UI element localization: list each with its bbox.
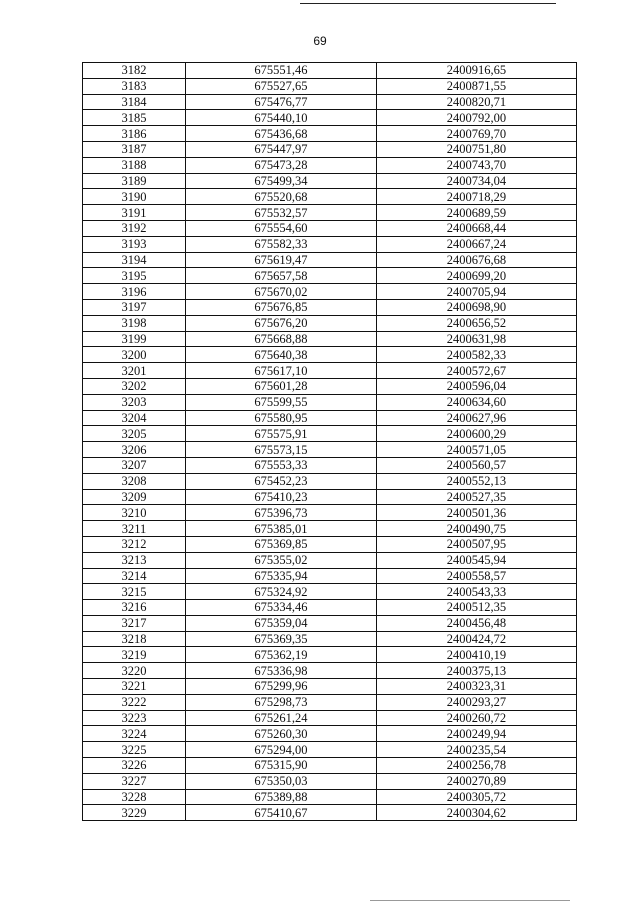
y-coordinate-cell: 2400699,20 [376, 268, 576, 284]
table-row [83, 789, 577, 805]
x-coordinate-cell: 675520,68 [186, 189, 377, 205]
x-coordinate-cell: 675670,02 [186, 284, 377, 300]
x-coordinate-cell: 675473,28 [186, 157, 377, 173]
table-row [83, 457, 577, 473]
x-coordinate-cell: 675260,30 [186, 726, 377, 742]
y-coordinate-cell: 2400256,78 [376, 758, 576, 774]
table-row [83, 679, 577, 695]
x-coordinate-cell: 675355,02 [186, 552, 377, 568]
y-coordinate-cell: 2400668,44 [376, 220, 576, 236]
table-row [83, 126, 577, 142]
point-number-cell: 3203 [83, 394, 186, 410]
y-coordinate-cell: 2400627,96 [376, 410, 576, 426]
x-coordinate-cell: 675396,73 [186, 505, 377, 521]
x-coordinate-cell: 675350,03 [186, 773, 377, 789]
table-row [83, 710, 577, 726]
y-coordinate-cell: 2400571,05 [376, 442, 576, 458]
point-number-cell: 3226 [83, 758, 186, 774]
y-coordinate-cell: 2400820,71 [376, 94, 576, 110]
table-row [83, 726, 577, 742]
table-row [83, 94, 577, 110]
x-coordinate-cell: 675410,67 [186, 805, 377, 821]
point-number-cell: 3218 [83, 631, 186, 647]
y-coordinate-cell: 2400698,90 [376, 299, 576, 315]
table-row [83, 758, 577, 774]
point-number-cell: 3213 [83, 552, 186, 568]
y-coordinate-cell: 2400734,04 [376, 173, 576, 189]
table-row [83, 552, 577, 568]
y-coordinate-cell: 2400689,59 [376, 205, 576, 221]
y-coordinate-cell: 2400916,65 [376, 63, 576, 79]
x-coordinate-cell: 675553,33 [186, 457, 377, 473]
x-coordinate-cell: 675554,60 [186, 220, 377, 236]
point-number-cell: 3215 [83, 584, 186, 600]
x-coordinate-cell: 675476,77 [186, 94, 377, 110]
table-row [83, 742, 577, 758]
y-coordinate-cell: 2400676,68 [376, 252, 576, 268]
table-row [83, 489, 577, 505]
point-number-cell: 3202 [83, 378, 186, 394]
point-number-cell: 3198 [83, 315, 186, 331]
point-number-cell: 3197 [83, 299, 186, 315]
y-coordinate-cell: 2400323,31 [376, 679, 576, 695]
x-coordinate-cell: 675601,28 [186, 378, 377, 394]
point-number-cell: 3182 [83, 63, 186, 79]
y-coordinate-cell: 2400596,04 [376, 378, 576, 394]
table-row [83, 505, 577, 521]
table-row [83, 220, 577, 236]
x-coordinate-cell: 675499,34 [186, 173, 377, 189]
point-number-cell: 3225 [83, 742, 186, 758]
table-row [83, 410, 577, 426]
table-row [83, 568, 577, 584]
x-coordinate-cell: 675657,58 [186, 268, 377, 284]
y-coordinate-cell: 2400545,94 [376, 552, 576, 568]
coordinates-table [82, 62, 577, 821]
table-row [83, 205, 577, 221]
x-coordinate-cell: 675299,96 [186, 679, 377, 695]
x-coordinate-cell: 675362,19 [186, 647, 377, 663]
y-coordinate-cell: 2400634,60 [376, 394, 576, 410]
table-row [83, 521, 577, 537]
x-coordinate-cell: 675369,85 [186, 536, 377, 552]
table-row [83, 473, 577, 489]
y-coordinate-cell: 2400543,33 [376, 584, 576, 600]
table-row [83, 331, 577, 347]
point-number-cell: 3217 [83, 615, 186, 631]
point-number-cell: 3229 [83, 805, 186, 821]
coordinates-table-body [83, 63, 577, 821]
y-coordinate-cell: 2400410,19 [376, 647, 576, 663]
x-coordinate-cell: 675334,46 [186, 600, 377, 616]
table-row [83, 315, 577, 331]
y-coordinate-cell: 2400600,29 [376, 426, 576, 442]
bottom-rule [370, 900, 570, 901]
point-number-cell: 3194 [83, 252, 186, 268]
table-row [83, 78, 577, 94]
y-coordinate-cell: 2400631,98 [376, 331, 576, 347]
point-number-cell: 3184 [83, 94, 186, 110]
table-row [83, 141, 577, 157]
x-coordinate-cell: 675324,92 [186, 584, 377, 600]
x-coordinate-cell: 675676,85 [186, 299, 377, 315]
x-coordinate-cell: 675298,73 [186, 694, 377, 710]
top-rule [300, 3, 556, 4]
x-coordinate-cell: 675315,90 [186, 758, 377, 774]
point-number-cell: 3206 [83, 442, 186, 458]
point-number-cell: 3224 [83, 726, 186, 742]
point-number-cell: 3228 [83, 789, 186, 805]
page-number: 69 [313, 34, 327, 48]
point-number-cell: 3227 [83, 773, 186, 789]
table-row [83, 663, 577, 679]
y-coordinate-cell: 2400792,00 [376, 110, 576, 126]
point-number-cell: 3211 [83, 521, 186, 537]
point-number-cell: 3196 [83, 284, 186, 300]
point-number-cell: 3209 [83, 489, 186, 505]
y-coordinate-cell: 2400667,24 [376, 236, 576, 252]
point-number-cell: 3189 [83, 173, 186, 189]
point-number-cell: 3183 [83, 78, 186, 94]
y-coordinate-cell: 2400718,29 [376, 189, 576, 205]
table-row [83, 584, 577, 600]
x-coordinate-cell: 675335,94 [186, 568, 377, 584]
y-coordinate-cell: 2400456,48 [376, 615, 576, 631]
table-row [83, 268, 577, 284]
table-row [83, 394, 577, 410]
table-row [83, 536, 577, 552]
x-coordinate-cell: 675551,46 [186, 63, 377, 79]
x-coordinate-cell: 675440,10 [186, 110, 377, 126]
point-number-cell: 3220 [83, 663, 186, 679]
y-coordinate-cell: 2400424,72 [376, 631, 576, 647]
table-row [83, 363, 577, 379]
y-coordinate-cell: 2400304,62 [376, 805, 576, 821]
point-number-cell: 3200 [83, 347, 186, 363]
x-coordinate-cell: 675527,65 [186, 78, 377, 94]
table-row [83, 110, 577, 126]
y-coordinate-cell: 2400582,33 [376, 347, 576, 363]
point-number-cell: 3188 [83, 157, 186, 173]
point-number-cell: 3221 [83, 679, 186, 695]
y-coordinate-cell: 2400769,70 [376, 126, 576, 142]
point-number-cell: 3191 [83, 205, 186, 221]
y-coordinate-cell: 2400527,35 [376, 489, 576, 505]
table-row [83, 631, 577, 647]
x-coordinate-cell: 675599,55 [186, 394, 377, 410]
y-coordinate-cell: 2400293,27 [376, 694, 576, 710]
y-coordinate-cell: 2400560,57 [376, 457, 576, 473]
point-number-cell: 3212 [83, 536, 186, 552]
table-row [83, 284, 577, 300]
x-coordinate-cell: 675617,10 [186, 363, 377, 379]
x-coordinate-cell: 675582,33 [186, 236, 377, 252]
point-number-cell: 3222 [83, 694, 186, 710]
point-number-cell: 3205 [83, 426, 186, 442]
x-coordinate-cell: 675336,98 [186, 663, 377, 679]
point-number-cell: 3192 [83, 220, 186, 236]
point-number-cell: 3201 [83, 363, 186, 379]
table-row [83, 805, 577, 821]
table-row [83, 157, 577, 173]
y-coordinate-cell: 2400558,57 [376, 568, 576, 584]
table-row [83, 442, 577, 458]
x-coordinate-cell: 675447,97 [186, 141, 377, 157]
table-row [83, 63, 577, 79]
point-number-cell: 3219 [83, 647, 186, 663]
point-number-cell: 3186 [83, 126, 186, 142]
x-coordinate-cell: 675385,01 [186, 521, 377, 537]
y-coordinate-cell: 2400375,13 [376, 663, 576, 679]
point-number-cell: 3210 [83, 505, 186, 521]
x-coordinate-cell: 675294,00 [186, 742, 377, 758]
x-coordinate-cell: 675573,15 [186, 442, 377, 458]
y-coordinate-cell: 2400512,35 [376, 600, 576, 616]
y-coordinate-cell: 2400656,52 [376, 315, 576, 331]
point-number-cell: 3216 [83, 600, 186, 616]
table-row [83, 615, 577, 631]
y-coordinate-cell: 2400705,94 [376, 284, 576, 300]
point-number-cell: 3199 [83, 331, 186, 347]
table-row [83, 347, 577, 363]
table-row [83, 647, 577, 663]
y-coordinate-cell: 2400743,70 [376, 157, 576, 173]
x-coordinate-cell: 675389,88 [186, 789, 377, 805]
x-coordinate-cell: 675452,23 [186, 473, 377, 489]
x-coordinate-cell: 675668,88 [186, 331, 377, 347]
table-row [83, 252, 577, 268]
x-coordinate-cell: 675676,20 [186, 315, 377, 331]
y-coordinate-cell: 2400260,72 [376, 710, 576, 726]
point-number-cell: 3208 [83, 473, 186, 489]
table-row [83, 173, 577, 189]
y-coordinate-cell: 2400305,72 [376, 789, 576, 805]
point-number-cell: 3204 [83, 410, 186, 426]
point-number-cell: 3187 [83, 141, 186, 157]
table-row [83, 378, 577, 394]
x-coordinate-cell: 675436,68 [186, 126, 377, 142]
table-row [83, 189, 577, 205]
point-number-cell: 3195 [83, 268, 186, 284]
x-coordinate-cell: 675410,23 [186, 489, 377, 505]
point-number-cell: 3193 [83, 236, 186, 252]
point-number-cell: 3214 [83, 568, 186, 584]
table-row [83, 773, 577, 789]
table-row [83, 600, 577, 616]
point-number-cell: 3190 [83, 189, 186, 205]
x-coordinate-cell: 675640,38 [186, 347, 377, 363]
x-coordinate-cell: 675369,35 [186, 631, 377, 647]
y-coordinate-cell: 2400501,36 [376, 505, 576, 521]
y-coordinate-cell: 2400490,75 [376, 521, 576, 537]
x-coordinate-cell: 675532,57 [186, 205, 377, 221]
x-coordinate-cell: 675575,91 [186, 426, 377, 442]
y-coordinate-cell: 2400270,89 [376, 773, 576, 789]
y-coordinate-cell: 2400751,80 [376, 141, 576, 157]
x-coordinate-cell: 675580,95 [186, 410, 377, 426]
table-row [83, 236, 577, 252]
x-coordinate-cell: 675619,47 [186, 252, 377, 268]
table-row [83, 299, 577, 315]
y-coordinate-cell: 2400552,13 [376, 473, 576, 489]
y-coordinate-cell: 2400507,95 [376, 536, 576, 552]
x-coordinate-cell: 675359,04 [186, 615, 377, 631]
x-coordinate-cell: 675261,24 [186, 710, 377, 726]
y-coordinate-cell: 2400871,55 [376, 78, 576, 94]
point-number-cell: 3223 [83, 710, 186, 726]
y-coordinate-cell: 2400572,67 [376, 363, 576, 379]
y-coordinate-cell: 2400235,54 [376, 742, 576, 758]
point-number-cell: 3185 [83, 110, 186, 126]
y-coordinate-cell: 2400249,94 [376, 726, 576, 742]
point-number-cell: 3207 [83, 457, 186, 473]
table-row [83, 694, 577, 710]
table-row [83, 426, 577, 442]
